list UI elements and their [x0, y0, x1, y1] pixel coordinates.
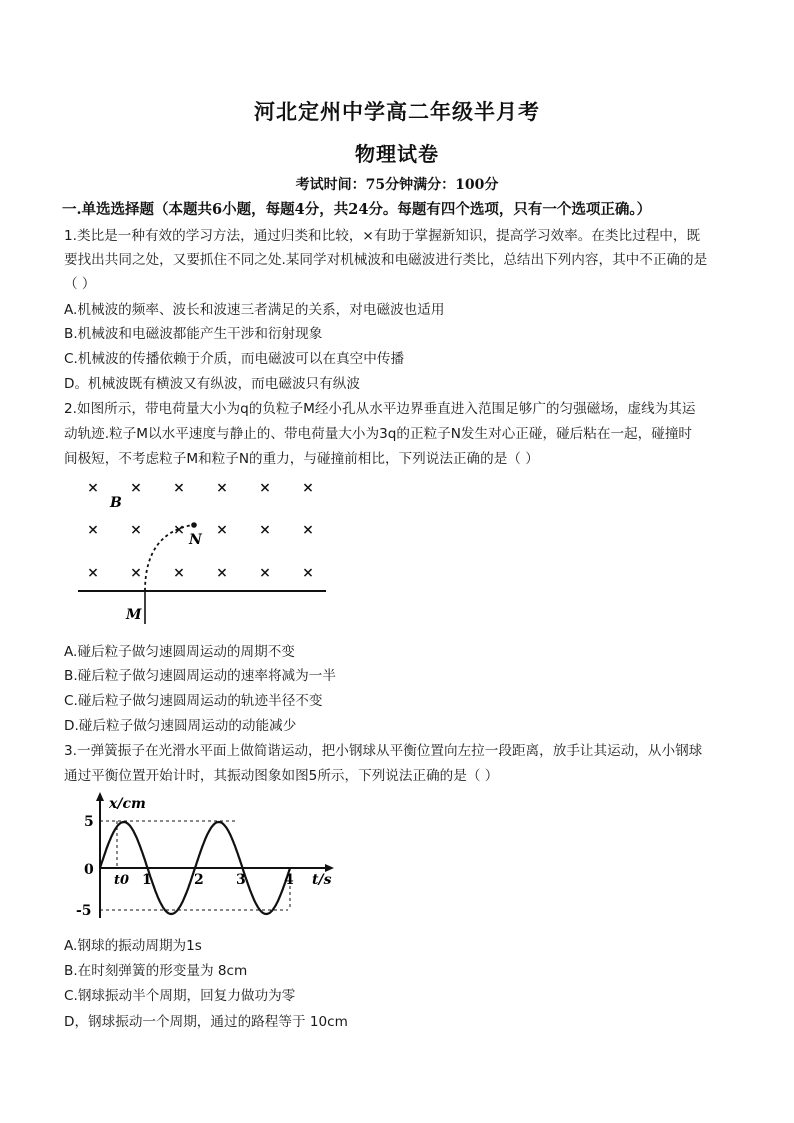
particle-n-dot: [191, 522, 197, 528]
exam-info: 考试时间：75分钟满分：100分: [295, 177, 499, 193]
particle-label-n: N: [189, 532, 202, 548]
q3-option-c: C.钢球振动半个周期，回复力做功为零: [64, 988, 296, 1004]
field-cross: ×: [87, 480, 99, 496]
field-cross: ×: [173, 565, 185, 581]
field-cross: ×: [216, 480, 228, 496]
section-heading: 一.单选选择题（本题共6小题，每题4分，共24分。每题有四个选项，只有一个选项正确。）: [62, 201, 652, 218]
y-tick-label: 5: [84, 814, 94, 830]
q3-option-b: B.在时刻弹簧的形变量为 8cm: [64, 963, 248, 979]
school-title: 河北定州中学高二年级半月考: [254, 99, 540, 124]
x-tick-label: 4: [284, 872, 294, 888]
x-tick-label: 3: [236, 872, 246, 888]
q1-stem-line: （ ）: [64, 276, 96, 292]
y-axis-arrow: [96, 792, 104, 801]
field-label-b: B: [110, 495, 122, 511]
field-cross: ×: [302, 522, 314, 538]
field-cross: ×: [302, 565, 314, 581]
y-axis-label: x/cm: [109, 796, 146, 812]
field-cross: ×: [216, 522, 228, 538]
field-cross: ×: [87, 565, 99, 581]
magnetic-field-figure: [76, 472, 332, 630]
q1-option-d: D。机械波既有横波又有纵波，而电磁波只有纵波: [64, 376, 360, 392]
t0-label: t0: [114, 873, 130, 888]
x-tick-label: 2: [194, 872, 204, 888]
y-tick-label: 0: [84, 862, 94, 878]
particle-label-m: M: [126, 607, 142, 623]
q2-stem-line: 2.如图所示，带电荷量大小为q的负粒子M经小孔从水平边界垂直进入范围足够广的匀强磁场，虚线为其运: [64, 401, 696, 417]
field-cross: ×: [259, 480, 271, 496]
q2-stem-line: 间极短，不考虑粒子M和粒子N的重力，与碰撞前相比，下列说法正确的是（ ）: [64, 451, 539, 467]
field-cross: ×: [130, 522, 142, 538]
field-cross: ×: [130, 565, 142, 581]
field-cross: ×: [87, 522, 99, 538]
q1-stem-line: 要找出共同之处，又要抓住不同之处.某同学对机械波和电磁波进行类比，总结出下列内容，其中不正确的是: [64, 252, 708, 268]
q1-option-c: C.机械波的传播依赖于介质，而电磁波可以在真空中传播: [64, 351, 405, 367]
field-cross: ×: [173, 480, 185, 496]
q3-stem-line: 3.一弹簧振子在光滑水平面上做简谐运动，把小钢球从平衡位置向左拉一段距离，放手让其运动，从小钢球: [64, 743, 703, 759]
subject-title: 物理试卷: [355, 142, 439, 166]
x-tick-label: 1: [142, 872, 152, 888]
vibration-graph: [76, 790, 346, 926]
x-axis-label: t/s: [312, 872, 332, 888]
field-cross: ×: [259, 522, 271, 538]
field-cross: ×: [130, 480, 142, 496]
q2-option-b: B.碰后粒子做匀速圆周运动的速率将减为一半: [64, 668, 336, 684]
y-tick-label: -5: [76, 903, 92, 919]
trajectory-path: [145, 525, 192, 591]
q3-option-a: A.钢球的振动周期为1s: [64, 938, 202, 954]
field-cross: ×: [173, 522, 185, 538]
field-cross: ×: [216, 565, 228, 581]
field-cross: ×: [259, 565, 271, 581]
q1-stem-line: 1.类比是一种有效的学习方法，通过归类和比较，×有助于掌握新知识，提高学习效率。在类比过程中，既: [64, 228, 701, 244]
field-cross: ×: [302, 480, 314, 496]
q2-option-c: C.碰后粒子做匀速圆周运动的轨迹半径不变: [64, 693, 323, 709]
q2-option-d: D.碰后粒子做匀速圆周运动的动能减少: [64, 718, 297, 734]
q3-option-d: D，钢球振动一个周期，通过的路程等于 10cm: [64, 1014, 348, 1030]
q2-option-a: A.碰后粒子做匀速圆周运动的周期不变: [64, 644, 295, 660]
q2-stem-line: 动轨迹.粒子M以水平速度与静止的、带电荷量大小为3q的正粒子N发生对心正碰，碰后粘在一起，碰撞时: [64, 426, 693, 442]
q1-option-b: B.机械波和电磁波都能产生干涉和衍射现象: [64, 326, 323, 342]
q3-stem-line: 通过平衡位置开始计时，其振动图象如图5所示，下列说法正确的是（ ）: [64, 768, 499, 784]
q1-option-a: A.机械波的频率、波长和波速三者满足的关系，对电磁波也适用: [64, 302, 445, 318]
x-axis-arrow: [325, 864, 334, 872]
